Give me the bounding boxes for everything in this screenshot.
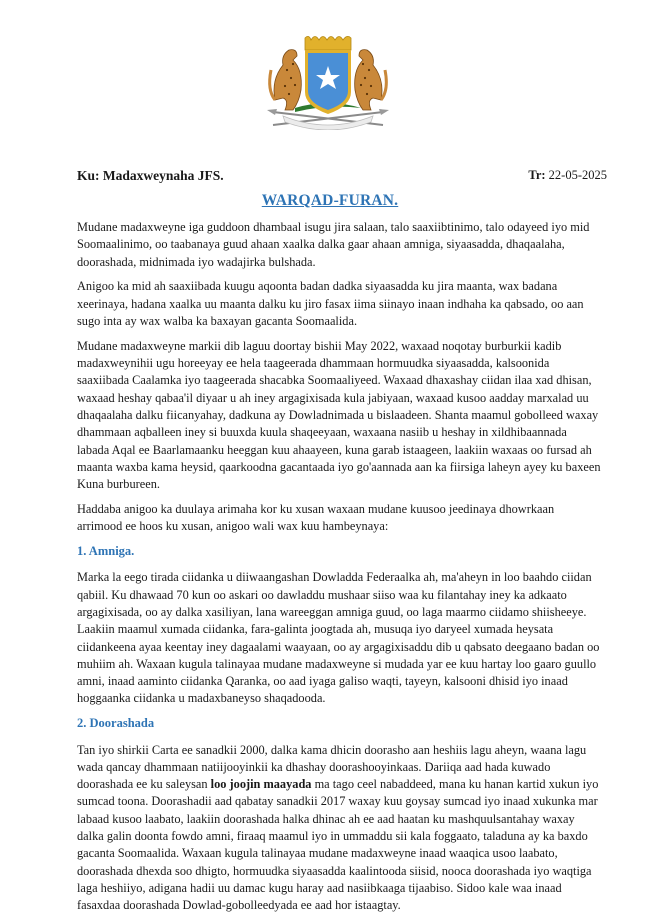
paragraph-background: Mudane madaxweyne markii dib laguu doortay bishii May 2022, waxaad noqotay burburkii kadib madaxweynihii ugu horeeyay ee hela taageerada dhammaan hormuudka siyaasadda, kalsoonida saaxiibada Caalamka iyo taageerada shacabka Soomaaliyeed. Waxaad dhaxashay ciidan ilaa xad dhisan, waxaad heshay qabaa'il diyaar u ah iney argagixisada kula jabiyaan, waxaad kusoo aadday marxalad uu dhaqaalaha dalku fiicanyahay, dadkuna ay Dowladnimada u bislaadeen. Shanta maamul gobolleed waxay dhammaan aqballeen iney si buuxda kuula shaqeeyaan, waxaana nasiib u heshay in xildhibaannada labada Aqal ee Baarlamaanku heeggan kuu ahaayeen, kuna garab istaageen, laakiin waxaas oo fursad ah maanta waxba kama heysid, qaarkoodna gacantaada iyo go'aannada aan ka fiirsiga laheyn ayey ku baxeen Kuna burbureen.	[77, 338, 601, 492]
letter-title: WARQAD-FURAN.	[261, 192, 399, 209]
letter-date	[528, 168, 607, 188]
section-heading-elections: 2. Doorashada	[77, 716, 155, 731]
section-text-security: Marka la eego tirada ciidanka u diiwaangashan Dowladda Federaalka ah, ma'aheyn in loo baahdo ciidan qabiil. Ku dhawaad 70 kun oo askari oo dawladdu mushaar siiso waa ku filantahay iney ka adkaato argagixisada, oo ay dalka xasiliyan, lana wareeggan amniga guud, oo laga maarmo ciidamo shiisheeye. Laakiin maamul xumada ciidanka, fara-galinta joogtada ah, musuqa iyo daryeel xumada heysata ciidankeena ayaa keentay iney dagaalami waayaan, oo ay argagixisaddu dib u qabsato deegaano badan oo muhiim ah. Waxaan kugula talinayaa mudane madaxweyne si mudada yar ee kuu hartay loo gaaro guullo amni, inaad aaminto ciidanka Qaranka, oo aad iyaga galiso waqti, tayeyn, kalsooni dhisid iyo inaad hoggaanka ciidanka u madaxbaneyso shaqadooda.	[77, 570, 600, 706]
elections-text-part-1: Tan iyo shirkii Carta ee sanadkii 2000, dalka kama dhicin doorasho aan heshiis lagu aheyn, waana lagu wada qancay dhammaan natiijooyinkii ka dhashay doorashooyinkaas. Dariiqa aad hada kuwado doorashada ee ku saleysan	[77, 742, 587, 792]
letter-body	[77, 219, 602, 922]
date-label: Tr:	[528, 168, 546, 182]
paragraph-greeting: Mudane madaxweyne iga guddoon dhambaal isugu jira salaan, talo saaxiibtinimo, talo odayeed iyo mid Soomaalinimo, oo taabanaya guud ahaan xaalka dalka gaar ahaan amniga, siyaasadda, dhaqaalaha, doorashada, midnimada iyo wadajirka bulshada.	[77, 220, 590, 269]
section-text-elections	[77, 742, 602, 915]
coat-of-arms-emblem	[253, 30, 403, 130]
somalia-coat-of-arms-icon	[253, 30, 403, 130]
section-heading-security: 1. Amniga.	[77, 544, 135, 559]
addressee: Ku: Madaxweynaha JFS.	[77, 168, 224, 183]
letter-header	[77, 168, 610, 188]
paragraph-concern: Anigoo ka mid ah saaxiibada kuugu aqoonta badan dadka siyaasadda ku jira maanta, wax badana xeerinaya, hadana xaalka uu maanta dalku ku jiro fasax iima siinayo inaan indhaha ka qabsado, oo aan sugo inta ay wax walba ka baxayan gacanta Soomaalida.	[77, 279, 584, 328]
elections-text-part-2: ma tago ceel nabaddeed, mana ku hanan kartid xukun iyo sumcad toona. Doorashadii aad qabatay sanadkii 2017 waxay kuu goysay sumcad iyo inaad xukunka mar labaad kusoo laabato, laakiin doorashada halka dhinac ah ee aad haatan ku mashquulsantahay waxay dalka galin doonta fowdo amni, firaaq maamul iyo in ummaddu sii kala foggaato, taladuna ay ka baxdo gacanta Soomaalida. Waxaan kugula talinayaa mudane madaxweyne inaad waaqica usoo laabato, doorashada dhexda soo dhigto, hormuudka siyaasadda kaalintooda siisid, nooca doorashada iyo waqtiga laga heshiiyo, adigana hadii uu damac kugu haray aad nasiibkaaga tijaabiso. Sidoo kale waa inaad fasaxdaa doorashada Dowlad-gobolleedyada ee aad hor istaagtay.	[77, 777, 599, 913]
paragraph-intro-points: Haddaba anigoo ka duulaya arimaha kor ku xusan waxaan mudane kuusoo jeedinaya dhowrkaan arrimood ee hoos ku xusan, anigoo wali wax kuu hambeynaya:	[77, 501, 555, 534]
date-value: 22-05-2025	[548, 168, 607, 182]
elections-bold-phrase: loo joojin maayada	[210, 777, 312, 792]
